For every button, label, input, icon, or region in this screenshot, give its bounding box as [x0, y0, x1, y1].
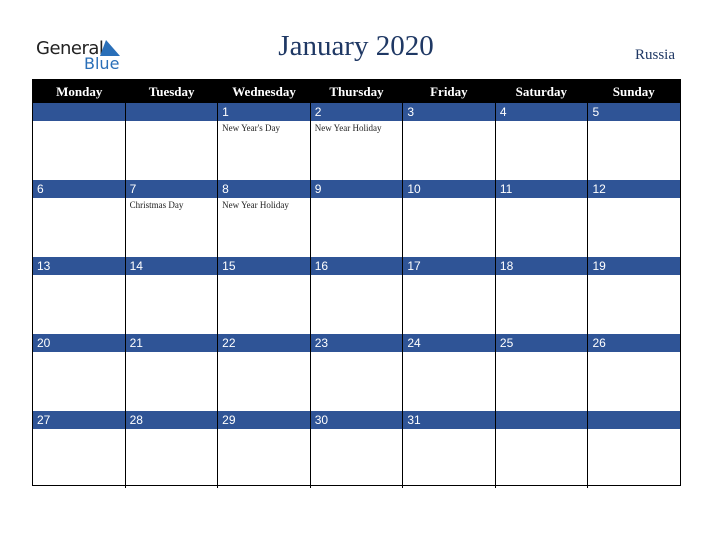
date-bar: [403, 180, 495, 198]
day-number: 20: [37, 336, 51, 350]
day-cell: [217, 180, 310, 257]
holiday-label: New Year's Day: [222, 123, 281, 133]
day-number: 16: [314, 259, 329, 273]
day-cell: [125, 257, 218, 334]
day-cell: [495, 257, 588, 334]
logo-general-text: General: [36, 38, 104, 59]
date-bar: [496, 257, 588, 275]
day-number: 1: [222, 105, 229, 119]
date-bar: [126, 334, 218, 352]
day-number: 27: [37, 413, 51, 427]
day-number: 21: [129, 336, 143, 350]
day-cell: [33, 257, 125, 334]
date-bar: [496, 180, 588, 198]
day-number: 25: [499, 336, 514, 350]
day-number: 10: [407, 182, 421, 196]
day-cell: [125, 103, 218, 180]
day-cell: [587, 257, 680, 334]
day-cell: [402, 103, 495, 180]
day-number: 12: [592, 182, 606, 196]
date-bar: [33, 334, 125, 352]
day-cell: [402, 180, 495, 257]
date-bar: [218, 103, 310, 121]
date-bar: [218, 334, 310, 352]
day-number: 23: [314, 336, 329, 350]
week-row: [33, 411, 680, 488]
day-number: 11: [499, 182, 513, 196]
day-number: 9: [314, 182, 322, 196]
day-cell: [310, 411, 403, 488]
day-number: 4: [499, 105, 507, 119]
day-cell: [587, 411, 680, 488]
date-bar: [403, 411, 495, 429]
weekday-header: Saturday: [515, 84, 567, 99]
day-cell: [495, 103, 588, 180]
day-number: 8: [222, 182, 229, 196]
day-number: 29: [222, 413, 236, 427]
day-number: 17: [407, 259, 421, 273]
day-number: 28: [129, 413, 143, 427]
calendar-grid: [32, 79, 681, 486]
day-number: 7: [129, 182, 137, 196]
logo-blue-text: Blue: [84, 54, 120, 73]
weekday-header: Tuesday: [148, 84, 195, 99]
day-cell: [217, 334, 310, 411]
date-bar: [33, 103, 125, 121]
day-cell: [33, 180, 125, 257]
holiday-label: New Year Holiday: [222, 200, 289, 210]
day-cell: [310, 103, 403, 180]
weekday-header: Wednesday: [232, 84, 296, 99]
date-bar: [33, 411, 125, 429]
day-cell: [217, 103, 310, 180]
day-number: 26: [592, 336, 606, 350]
date-bar: [588, 180, 680, 198]
day-cell: [33, 411, 125, 488]
week-row: [33, 334, 680, 411]
date-bar: [218, 257, 310, 275]
date-bar: [311, 334, 403, 352]
day-number: 30: [314, 413, 329, 427]
date-bar: [126, 257, 218, 275]
day-cell: [33, 103, 125, 180]
holiday-label: Christmas Day: [129, 200, 184, 210]
day-number: 3: [407, 105, 414, 119]
date-bar: [311, 411, 403, 429]
date-bar: [403, 257, 495, 275]
date-bar: [311, 103, 403, 121]
day-cell: [587, 334, 680, 411]
date-bar: [588, 103, 680, 121]
day-cell: [217, 411, 310, 488]
date-bar: [218, 411, 310, 429]
date-bar: [33, 257, 125, 275]
day-cell: [125, 180, 218, 257]
date-bar: [403, 103, 495, 121]
date-bar: [311, 257, 403, 275]
day-number: 22: [222, 336, 236, 350]
day-number: 6: [37, 182, 44, 196]
day-cell: [587, 103, 680, 180]
date-bar: [496, 103, 588, 121]
day-cell: [310, 334, 403, 411]
day-number: 24: [407, 336, 421, 350]
date-bar: [311, 180, 403, 198]
day-number: 19: [592, 259, 606, 273]
day-cell: [495, 334, 588, 411]
date-bar: [588, 411, 680, 429]
date-bar: [126, 103, 218, 121]
weekday-header-row: [33, 80, 680, 103]
date-bar: [33, 180, 125, 198]
day-number: 2: [314, 105, 322, 119]
week-row: [33, 103, 680, 180]
day-number: 13: [37, 259, 51, 273]
date-bar: [403, 334, 495, 352]
weekday-header: Friday: [430, 84, 468, 99]
date-bar: [496, 411, 588, 429]
day-cell: [310, 180, 403, 257]
day-cell: [402, 411, 495, 488]
day-cell: [125, 411, 218, 488]
day-cell: [402, 257, 495, 334]
date-bar: [126, 180, 218, 198]
day-cell: [33, 334, 125, 411]
holiday-label: New Year Holiday: [314, 123, 382, 133]
week-row: [33, 257, 680, 334]
weekday-header: Sunday: [612, 84, 655, 99]
date-bar: [588, 257, 680, 275]
country-label: Russia: [634, 47, 675, 63]
day-number: 31: [407, 413, 421, 427]
day-number: 18: [499, 259, 514, 273]
date-bar: [588, 334, 680, 352]
calendar-title: January 2020: [278, 30, 434, 62]
date-bar: [126, 411, 218, 429]
day-cell: [125, 334, 218, 411]
day-number: 14: [129, 259, 143, 273]
day-number: 15: [222, 259, 236, 273]
weekday-header: Thursday: [329, 84, 384, 99]
weekday-header: Monday: [56, 84, 103, 99]
day-cell: [495, 180, 588, 257]
day-cell: [587, 180, 680, 257]
day-cell: [402, 334, 495, 411]
day-cell: [310, 257, 403, 334]
week-row: [33, 180, 680, 257]
date-bar: [496, 334, 588, 352]
day-number: 5: [592, 105, 600, 119]
day-cell: [495, 411, 588, 488]
day-cell: [217, 257, 310, 334]
date-bar: [218, 180, 310, 198]
